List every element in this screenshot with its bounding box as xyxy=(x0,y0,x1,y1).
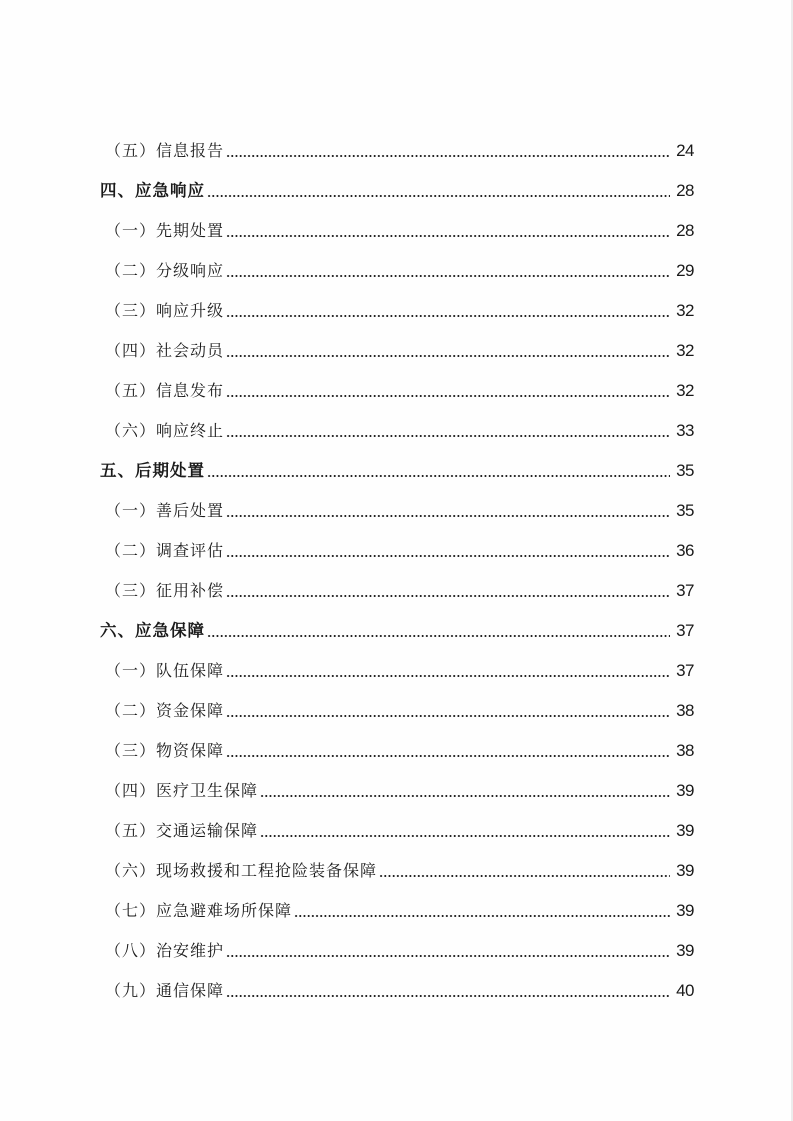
toc-entry-title: （四）社会动员 xyxy=(105,341,225,360)
toc-entry-title: （一）先期处置 xyxy=(105,221,225,240)
toc-page-number: 40 xyxy=(676,981,694,1000)
toc-entry-title: （四）医疗卫生保障 xyxy=(105,781,259,800)
toc-entry[interactable] xyxy=(100,644,694,684)
dot-leader xyxy=(226,418,670,444)
toc-entry-title: （二）分级响应 xyxy=(105,261,225,280)
toc-entry-title: （七）应急避难场所保障 xyxy=(105,901,293,920)
toc-entry-title: （三）物资保障 xyxy=(105,741,225,760)
toc-entry-title: （一）队伍保障 xyxy=(105,661,225,680)
dot-leader xyxy=(294,898,670,924)
dot-leader xyxy=(226,938,670,964)
dot-leader xyxy=(226,978,670,1004)
dot-leader xyxy=(226,698,670,724)
toc-section-heading[interactable] xyxy=(100,164,694,204)
table-of-contents xyxy=(100,124,694,1004)
toc-entry[interactable] xyxy=(100,764,694,804)
toc-page-number: 29 xyxy=(676,261,694,280)
toc-page-number: 39 xyxy=(676,781,694,800)
toc-entry[interactable] xyxy=(100,324,694,364)
toc-entry[interactable] xyxy=(100,244,694,284)
toc-entry[interactable] xyxy=(100,204,694,244)
dot-leader xyxy=(226,498,670,524)
dot-leader xyxy=(226,138,670,164)
toc-page-number: 39 xyxy=(676,901,694,920)
toc-page-number: 28 xyxy=(676,181,694,200)
toc-page-number: 37 xyxy=(676,661,694,680)
dot-leader xyxy=(207,178,670,204)
toc-entry-title: （九）通信保障 xyxy=(105,981,225,1000)
toc-entry-title: （五）信息报告 xyxy=(105,141,225,160)
dot-leader xyxy=(379,858,670,884)
toc-entry-title: （六）现场救援和工程抢险装备保障 xyxy=(105,861,378,880)
dot-leader xyxy=(226,338,670,364)
dot-leader xyxy=(260,778,670,804)
toc-page-number: 38 xyxy=(676,701,694,720)
dot-leader xyxy=(260,818,670,844)
toc-entry[interactable] xyxy=(100,524,694,564)
toc-page-number: 28 xyxy=(676,221,694,240)
toc-entry-title: （一）善后处置 xyxy=(105,501,225,520)
toc-entry[interactable] xyxy=(100,964,694,1004)
toc-entry-title: （六）响应终止 xyxy=(105,421,225,440)
toc-page-number: 39 xyxy=(676,821,694,840)
toc-entry-title: （五）信息发布 xyxy=(105,381,225,400)
dot-leader xyxy=(226,658,670,684)
toc-page-number: 39 xyxy=(676,941,694,960)
toc-page-number: 36 xyxy=(676,541,694,560)
toc-entry[interactable] xyxy=(100,404,694,444)
toc-page-number: 33 xyxy=(676,421,694,440)
toc-page-number: 32 xyxy=(676,301,694,320)
toc-page-number: 37 xyxy=(676,621,694,640)
toc-entry[interactable] xyxy=(100,284,694,324)
toc-entry[interactable] xyxy=(100,844,694,884)
dot-leader xyxy=(226,578,670,604)
toc-entry[interactable] xyxy=(100,924,694,964)
toc-entry[interactable] xyxy=(100,884,694,924)
toc-section-heading[interactable] xyxy=(100,604,694,644)
toc-page-number: 32 xyxy=(676,341,694,360)
toc-entry-title: 六、应急保障 xyxy=(100,621,205,640)
toc-page-number: 39 xyxy=(676,861,694,880)
toc-entry[interactable] xyxy=(100,364,694,404)
toc-entry[interactable] xyxy=(100,684,694,724)
toc-entry-title: （三）响应升级 xyxy=(105,301,225,320)
dot-leader xyxy=(226,258,670,284)
toc-page-number: 32 xyxy=(676,381,694,400)
toc-entry[interactable] xyxy=(100,724,694,764)
dot-leader xyxy=(207,458,670,484)
dot-leader xyxy=(226,298,670,324)
toc-entry-title: （五）交通运输保障 xyxy=(105,821,259,840)
toc-entry[interactable] xyxy=(100,564,694,604)
dot-leader xyxy=(207,618,670,644)
toc-page-number: 38 xyxy=(676,741,694,760)
toc-entry-title: （八）治安维护 xyxy=(105,941,225,960)
dot-leader xyxy=(226,378,670,404)
toc-page-number: 37 xyxy=(676,581,694,600)
toc-entry[interactable] xyxy=(100,124,694,164)
toc-entry-title: 四、应急响应 xyxy=(100,181,205,200)
toc-page-number: 24 xyxy=(676,141,694,160)
toc-entry[interactable] xyxy=(100,804,694,844)
toc-entry-title: （三）征用补偿 xyxy=(105,581,225,600)
toc-page-number: 35 xyxy=(676,501,694,520)
toc-section-heading[interactable] xyxy=(100,444,694,484)
toc-entry[interactable] xyxy=(100,484,694,524)
toc-entry-title: （二）调查评估 xyxy=(105,541,225,560)
toc-page-number: 35 xyxy=(676,461,694,480)
toc-entry-title: （二）资金保障 xyxy=(105,701,225,720)
dot-leader xyxy=(226,538,670,564)
dot-leader xyxy=(226,218,670,244)
dot-leader xyxy=(226,738,670,764)
toc-entry-title: 五、后期处置 xyxy=(100,461,205,480)
